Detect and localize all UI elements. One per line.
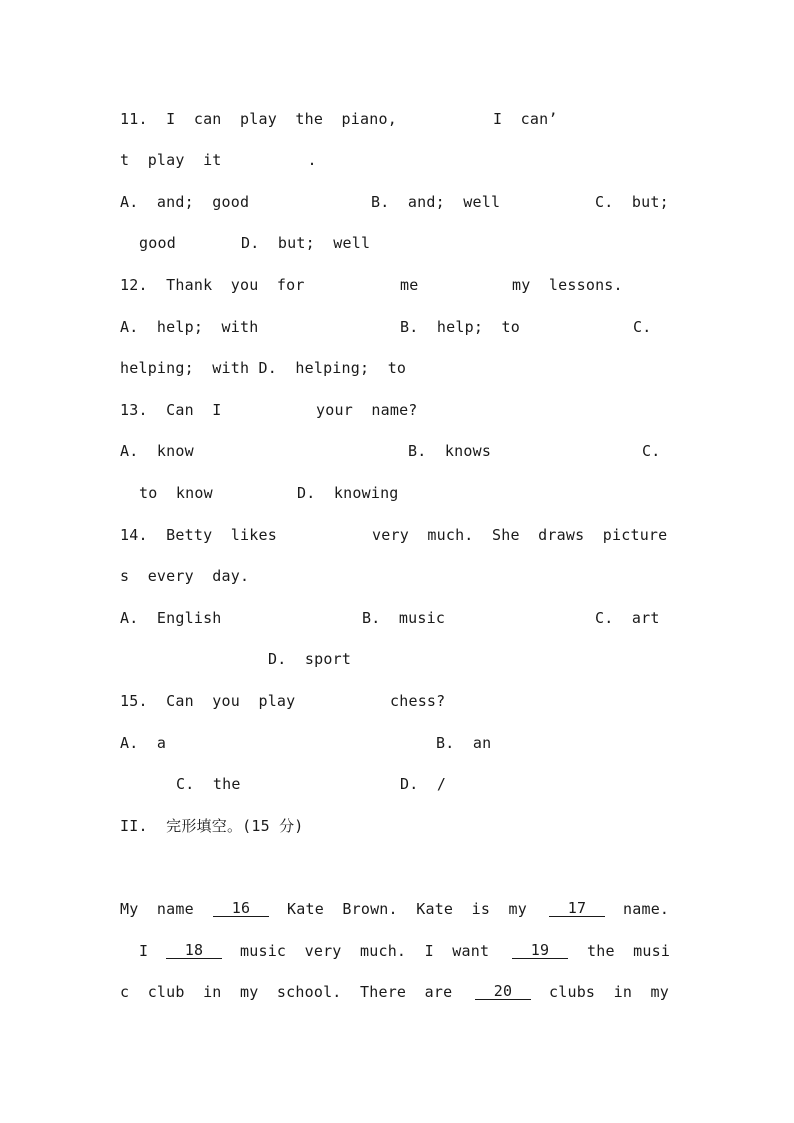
question-11-text: 11. I can play the piano, bbox=[120, 110, 397, 128]
question-13-text: 13. Can I bbox=[120, 401, 222, 419]
option-11-b: B. and; well bbox=[371, 193, 501, 211]
question-12-text: 12. Thank you for bbox=[120, 276, 305, 294]
section-heading: II. 完形填空。(15 分) bbox=[120, 817, 304, 835]
option-15-c: C. the bbox=[176, 775, 241, 793]
question-15-options-line-1 bbox=[120, 734, 492, 752]
option-13-c: C. bbox=[642, 442, 661, 460]
option-13-b: B. knows bbox=[408, 442, 492, 460]
option-11-c: C. but; bbox=[595, 193, 669, 211]
option-11-a: A. and; good bbox=[120, 193, 250, 211]
question-13-options-line-1 bbox=[120, 442, 661, 460]
option-14-d: D. sport bbox=[268, 650, 352, 668]
question-11-options-line-1 bbox=[120, 193, 669, 211]
option-15-b: B. an bbox=[436, 734, 492, 752]
question-12-line-1: 12. Thank you for me my lessons. bbox=[120, 276, 623, 294]
passage-line-1: My name 16 Kate Brown. Kate is my 17 name. bbox=[120, 899, 670, 918]
option-12-a: A. help; with bbox=[120, 318, 259, 336]
question-12-options-line-2: helping; with D. helping; to bbox=[120, 359, 407, 377]
question-13-options-line-2: to know D. knowing bbox=[139, 484, 399, 502]
option-11-d: D. but; well bbox=[241, 234, 371, 252]
question-11-line-1 bbox=[120, 110, 558, 128]
passage-line-2: I 18 music very much. I want 19 the musi bbox=[139, 941, 671, 960]
cloze-blank-20: 20 bbox=[475, 983, 531, 1000]
question-14-text: 14. Betty likes bbox=[120, 526, 277, 544]
question-11-line-2: t play it . bbox=[120, 151, 317, 169]
question-15-text: 15. Can you play bbox=[120, 692, 296, 710]
option-14-b: B. music bbox=[362, 609, 446, 627]
cloze-blank-17: 17 bbox=[549, 900, 605, 917]
cloze-blank-19: 19 bbox=[512, 942, 568, 959]
option-13-a: A. know bbox=[120, 442, 194, 460]
question-14-line-1: 14. Betty likes very much. She draws picture bbox=[120, 526, 668, 544]
question-14-options-line-2 bbox=[268, 650, 351, 668]
passage-line-3: c club in my school. There are 20 clubs in my bbox=[120, 982, 669, 1001]
question-14-line-2: s every day. bbox=[120, 567, 250, 585]
question-13-line-1: 13. Can I your name? bbox=[120, 401, 418, 419]
question-11-options-line-2: good D. but; well bbox=[139, 234, 371, 252]
option-14-a: A. English bbox=[120, 609, 222, 627]
option-12-b: B. help; to bbox=[400, 318, 520, 336]
question-15-options-line-2 bbox=[176, 775, 447, 793]
question-11-text-cont: I can’ bbox=[492, 110, 558, 128]
option-13-d: D. knowing bbox=[297, 484, 399, 502]
question-14-options-line-1 bbox=[120, 609, 660, 627]
option-14-c: C. art bbox=[595, 609, 660, 627]
option-15-d: D. / bbox=[400, 775, 447, 793]
cloze-blank-18: 18 bbox=[166, 942, 222, 959]
question-15-line-1: 15. Can you play chess? bbox=[120, 692, 446, 710]
question-12-options-line-1 bbox=[120, 318, 652, 336]
cloze-blank-16: 16 bbox=[213, 900, 269, 917]
option-15-a: A. a bbox=[120, 734, 167, 752]
option-12-c: C. bbox=[633, 318, 652, 336]
